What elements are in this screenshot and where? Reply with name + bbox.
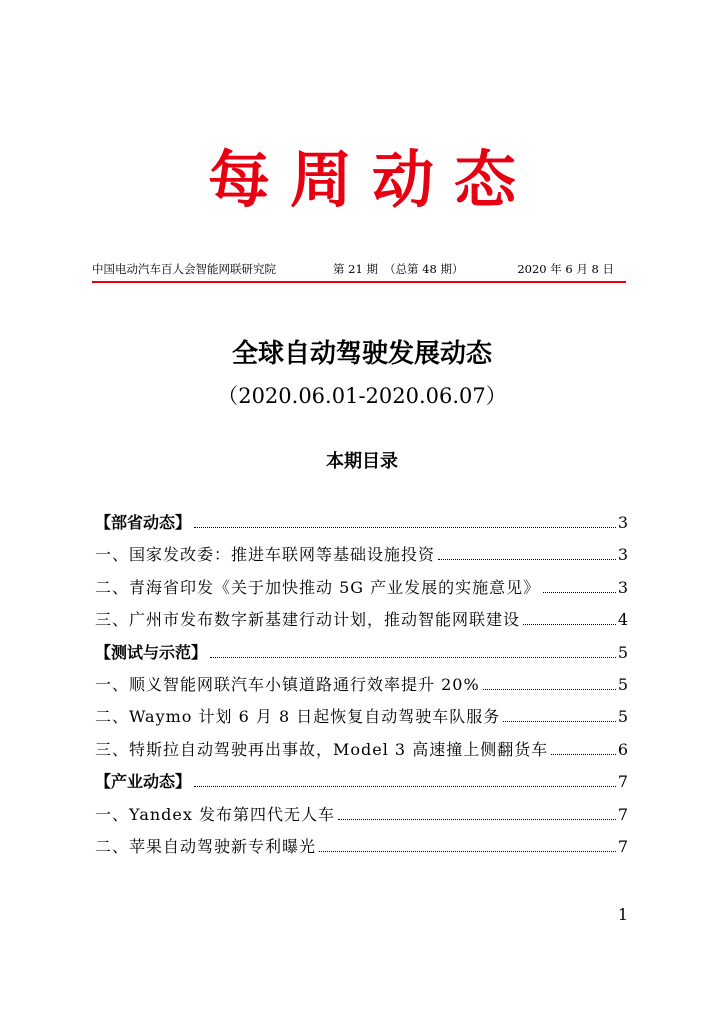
dot-leader [319,850,616,852]
toc-entry-text: 一、顺义智能网联汽车小镇道路通行效率提升 20% [95,674,480,694]
toc-item[interactable] [95,834,628,866]
toc-entry-text: 【测试与示范】 [95,642,208,662]
toc-page-number: 4 [617,610,628,630]
toc-item[interactable] [95,802,628,834]
dot-leader [194,785,616,787]
toc-entry-text: 【部省动态】 [95,513,192,532]
toc-page-number: 5 [617,674,628,694]
issue-number: 第 21 期 [333,262,378,276]
dot-leader [523,623,616,625]
dot-leader [438,558,616,560]
toc-page-number: 6 [617,739,628,759]
toc-entry-text: 二、Waymo 计划 6 月 8 日起恢复自动驾驶车队服务 [95,707,501,727]
document-title: 全球自动驾驶发展动态 [231,339,492,369]
toc-entry-text: 三、特斯拉自动驾驶再出事故，Model 3 高速撞上侧翻货车 [95,739,549,759]
dot-leader [210,656,616,658]
toc-section-ministry[interactable] [95,510,628,542]
issue-info-line [92,260,626,278]
toc-page-number: 3 [617,577,628,597]
weekly-banner-title: 每周动态 [207,143,536,216]
toc-item[interactable] [95,737,628,769]
toc-page-number: 3 [617,513,628,532]
toc-page-number: 5 [617,707,628,727]
dot-leader [503,720,616,722]
dot-leader [551,753,616,755]
toc-entry-text: 三、广州市发布数字新基建行动计划，推动智能网联建设 [95,610,521,630]
toc-section-industry[interactable] [95,769,628,801]
organization-name: 中国电动汽车百人会智能网联研究院 [92,262,276,276]
toc-item[interactable] [95,542,628,574]
dot-leader [338,818,616,820]
header-divider [92,281,626,283]
table-of-contents [95,510,628,866]
total-issue-number: （总第 48 期） [384,262,464,276]
toc-item[interactable] [95,607,628,639]
toc-item[interactable] [95,704,628,736]
toc-item[interactable] [95,575,628,607]
toc-entry-text: 二、苹果自动驾驶新专利曝光 [95,836,317,856]
toc-entry-text: 一、国家发改委：推进车联网等基础设施投资 [95,545,436,565]
toc-page-number: 5 [617,642,628,662]
toc-page-number: 7 [617,804,628,824]
toc-heading: 本期目录 [326,451,398,472]
toc-section-testing[interactable] [95,640,628,672]
toc-page-number: 7 [617,772,628,792]
dot-leader [543,591,616,593]
dot-leader [194,526,616,528]
date-range: （2020.06.01-2020.06.07） [217,384,507,408]
dot-leader [483,688,616,690]
toc-entry-text: 二、青海省印发《关于加快推动 5G 产业发展的实施意见》 [95,577,541,597]
toc-entry-text: 一、Yandex 发布第四代无人车 [95,804,335,824]
toc-entry-text: 【产业动态】 [95,772,192,792]
issue-date: 2020 年 6 月 8 日 [517,262,614,276]
toc-page-number: 3 [617,545,628,565]
page-number: 1 [617,905,628,924]
toc-item[interactable] [95,672,628,704]
toc-page-number: 7 [617,836,628,856]
